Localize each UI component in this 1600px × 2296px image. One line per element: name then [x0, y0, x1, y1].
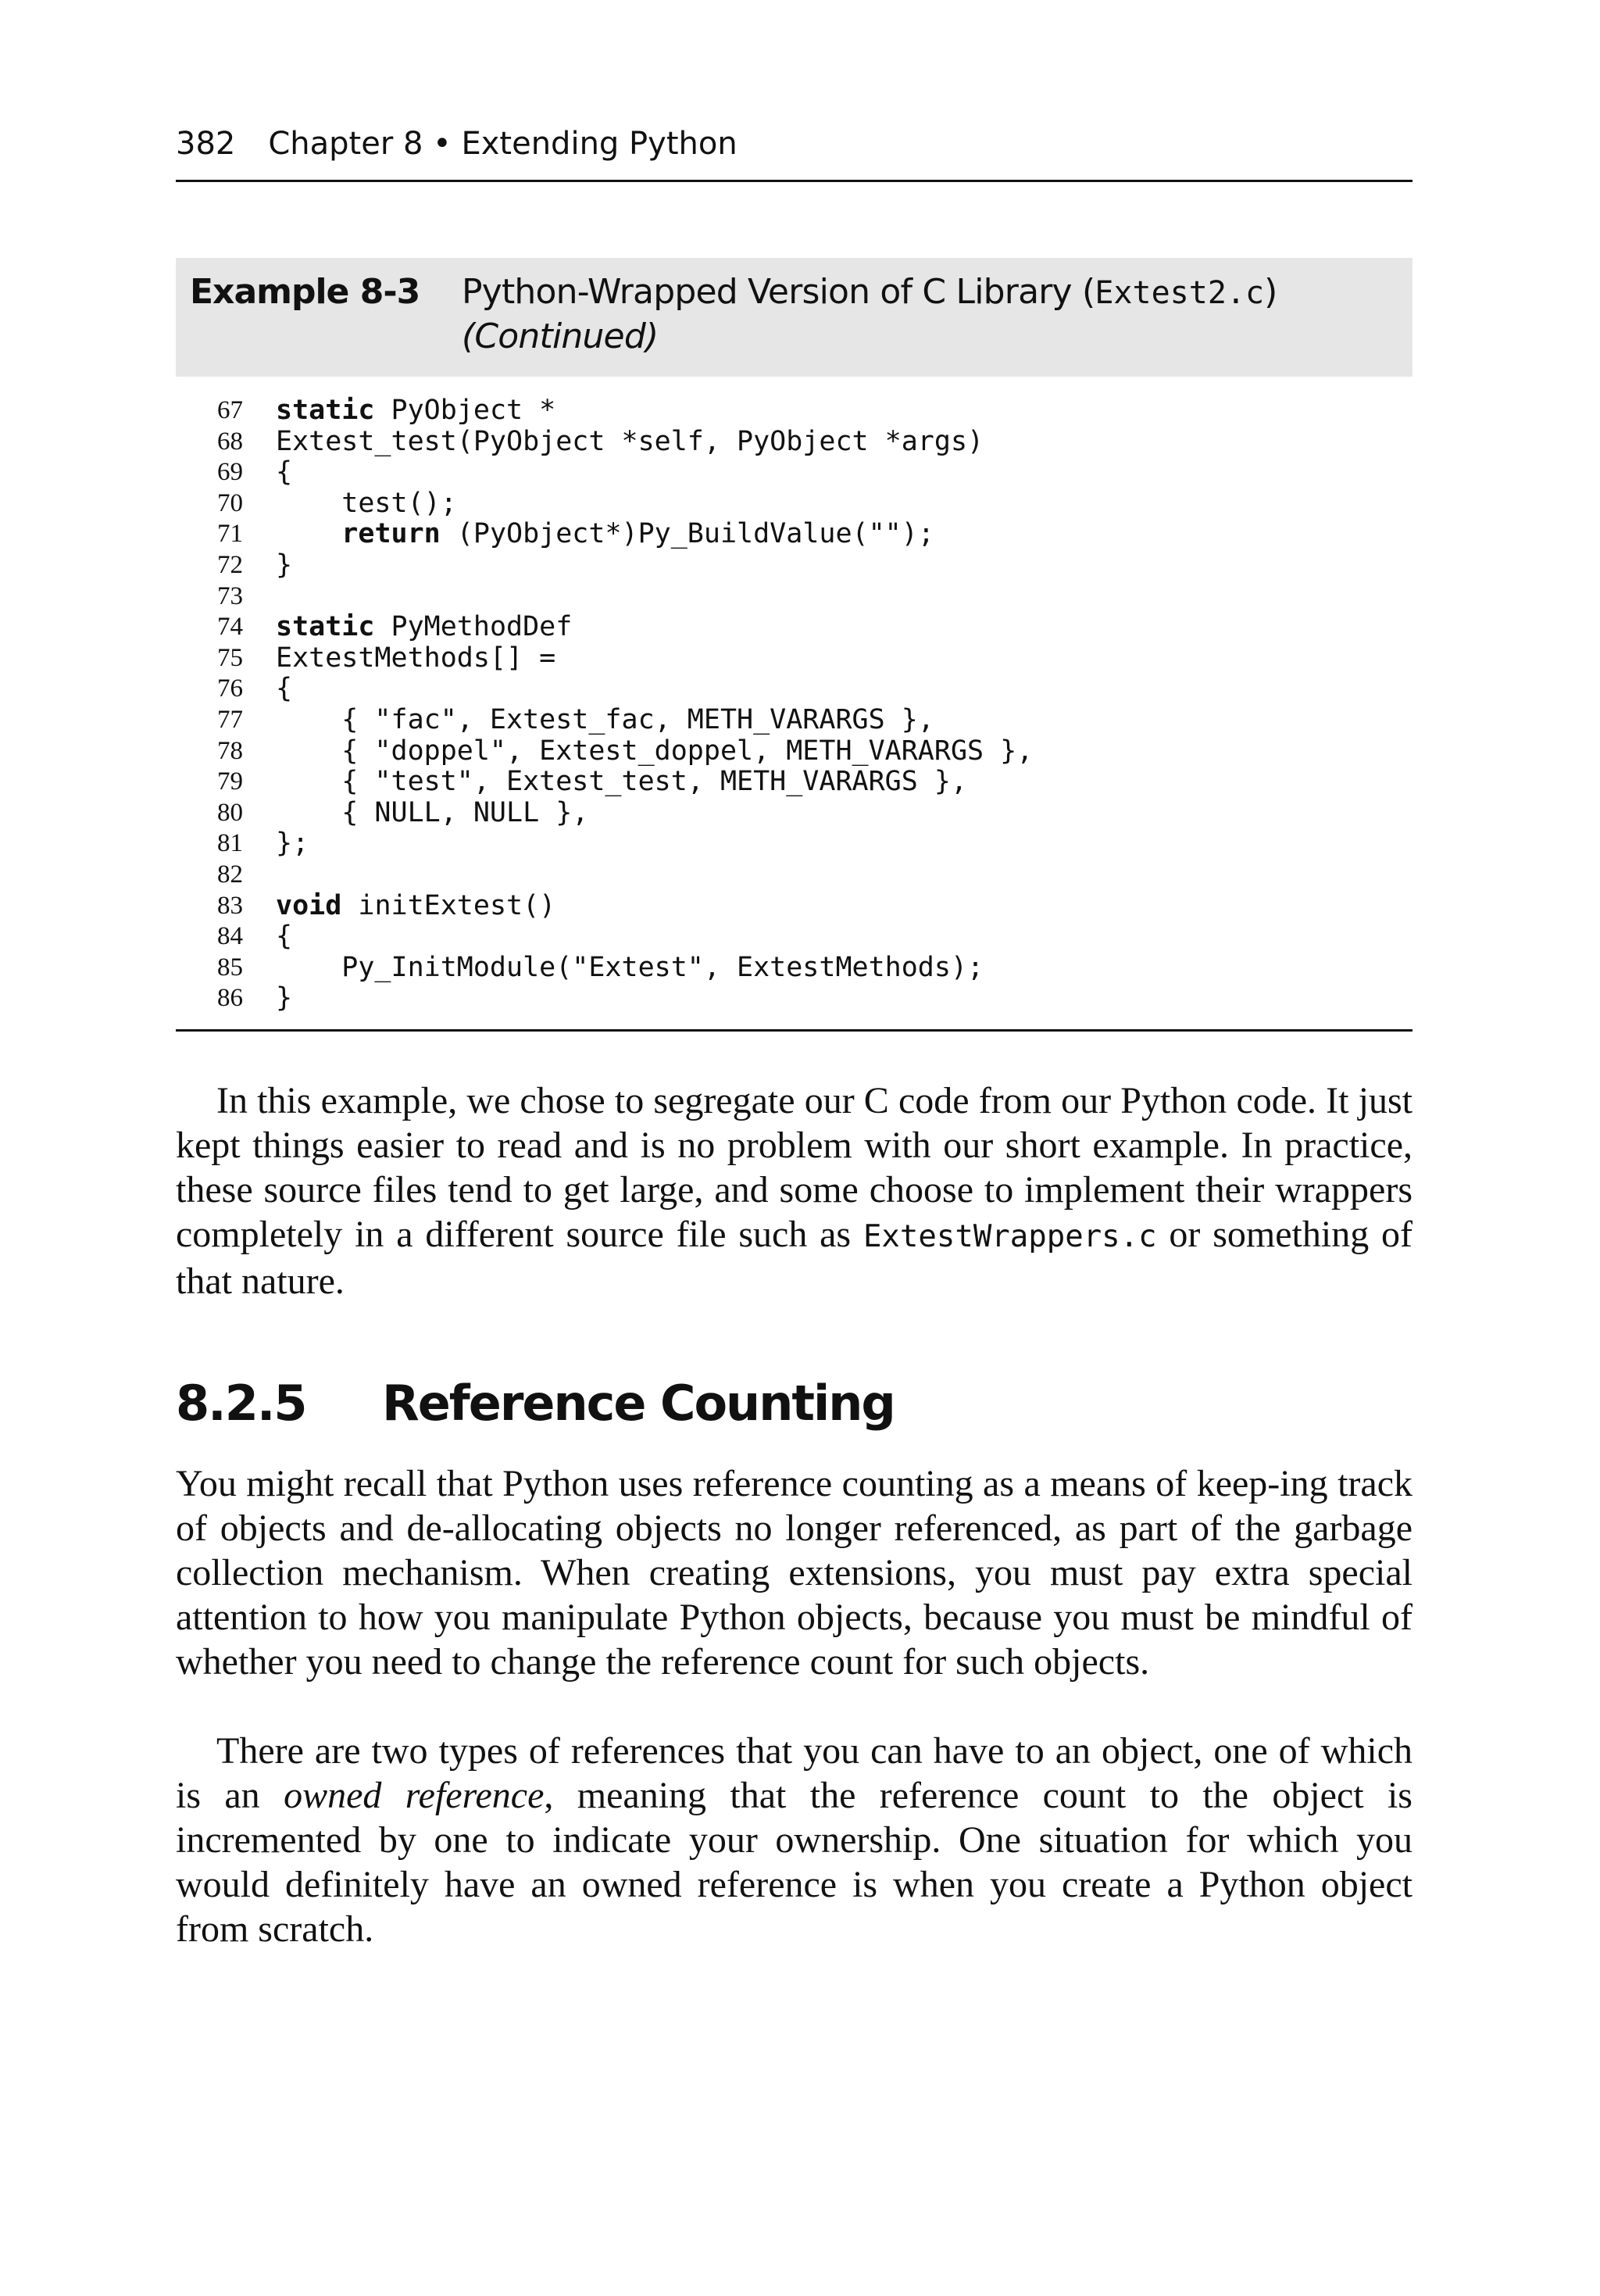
- code-text: [276, 427, 984, 458]
- code-line: [176, 395, 1412, 427]
- code-text: [276, 395, 555, 427]
- code-rest: };: [276, 828, 309, 860]
- code-text: [276, 612, 572, 643]
- code-rest: {: [276, 921, 293, 953]
- paragraph-reference-counting: You might recall that Python uses reference counting as a means of keep-ing track of objects and de-allocating objects no longer referenced, as part of the garbage collection mechanism. When creating extensions, you must pay extra special attention to how you manipulate Python objects, because you must be mindful of whether you need to change the reference count for such objects.: [176, 1463, 1412, 1683]
- code-text: [276, 953, 984, 984]
- code-line: [176, 921, 1412, 953]
- example-title: [462, 270, 1399, 359]
- line-number: 84: [217, 922, 243, 951]
- code-line: [176, 612, 1412, 643]
- code-text: [276, 488, 457, 520]
- code-rest: PyObject *: [374, 395, 556, 426]
- code-text: [276, 550, 292, 581]
- line-number: 85: [217, 953, 243, 982]
- line-number: 67: [217, 396, 243, 424]
- example-continued: (Continued): [462, 317, 659, 356]
- code-line: [176, 705, 1412, 736]
- paragraph-segregate: [176, 1078, 1412, 1304]
- code-rest: }: [276, 982, 293, 1014]
- code-line: [176, 674, 1412, 705]
- emphasis-owned-reference: owned reference: [284, 1775, 545, 1816]
- code-text: [276, 736, 1033, 767]
- code-listing: [176, 395, 1412, 1014]
- example-filename: Extest2.c: [1095, 275, 1265, 311]
- paragraph-text: or something of that nature.: [176, 1214, 1413, 1302]
- code-text: [276, 643, 555, 674]
- code-line: [176, 736, 1412, 767]
- code-line: [176, 828, 1412, 860]
- example-caption: [176, 258, 1412, 377]
- code-rest: { "fac", Extest_fac, METH_VARARGS },: [276, 703, 934, 735]
- line-number: 82: [217, 860, 243, 889]
- code-line: [176, 581, 1412, 613]
- code-line: [176, 488, 1412, 520]
- code-rest: { "test", Extest_test, METH_VARARGS },: [276, 766, 968, 798]
- code-keyword: static: [276, 395, 375, 426]
- line-number: 81: [217, 829, 243, 858]
- inline-code-filename: ExtestWrappers.c: [862, 1219, 1157, 1254]
- code-keyword: static: [276, 611, 375, 643]
- line-number: 68: [217, 427, 243, 456]
- code-line: [176, 891, 1412, 922]
- code-keyword: return: [341, 518, 441, 550]
- code-rest: (PyObject*)Py_BuildValue("");: [440, 518, 934, 550]
- paragraph-text: , meaning that the reference count to the object is incremented by one to indicate your ownership. One situation for which you would definitely have an owned reference is when you create a Python object from scratch.: [176, 1775, 1412, 1950]
- code-text: [276, 674, 292, 705]
- line-number: 86: [217, 984, 243, 1013]
- code-bottom-rule: [176, 1029, 1412, 1032]
- code-text: [276, 891, 555, 922]
- example-label: Example 8-3: [190, 272, 420, 312]
- running-header: [176, 125, 1412, 182]
- line-number: 70: [217, 488, 243, 517]
- section-number: 8.2.5: [176, 1375, 306, 1432]
- line-number: 72: [217, 550, 243, 579]
- code-text: [276, 798, 588, 829]
- code-line: [176, 550, 1412, 581]
- code-rest: Py_InitModule("Extest", ExtestMethods);: [276, 951, 984, 983]
- line-number: 78: [217, 736, 243, 765]
- paragraph-text: In this example, we chose to segregate our C code from our Python code. It just kept things easier to read and is no problem with our short example. In practice, these source files tend to get large, and some choose to implement their wrappers completely in a different source file such as: [176, 1080, 1412, 1255]
- line-number: 73: [217, 581, 243, 610]
- code-rest: {: [276, 673, 293, 705]
- code-line: [176, 767, 1412, 798]
- code-rest: test();: [276, 487, 457, 519]
- code-line: [176, 427, 1412, 458]
- code-line: [176, 457, 1412, 488]
- line-number: 71: [217, 520, 243, 549]
- line-number: 76: [217, 674, 243, 703]
- line-number: 79: [217, 767, 243, 796]
- line-number: 77: [217, 705, 243, 734]
- code-line: [176, 519, 1412, 550]
- section-title: Reference Counting: [382, 1375, 895, 1432]
- line-number: 83: [217, 891, 243, 920]
- code-line: [176, 983, 1412, 1014]
- code-line: [176, 860, 1412, 891]
- code-line: [176, 953, 1412, 984]
- code-text: [276, 767, 967, 798]
- code-text: [276, 921, 292, 953]
- code-keyword: void: [276, 889, 342, 921]
- code-text: [276, 705, 934, 736]
- code-rest: }: [276, 549, 293, 581]
- line-number: 80: [217, 798, 243, 827]
- section-heading: [176, 1375, 895, 1432]
- code-indent: [276, 518, 341, 549]
- line-number: 69: [217, 458, 243, 487]
- code-rest: initExtest(): [341, 889, 556, 921]
- code-line: [176, 798, 1412, 829]
- code-rest: PyMethodDef: [374, 611, 573, 643]
- example-file-close: ): [1264, 272, 1277, 312]
- paragraph-owned-reference: [176, 1729, 1412, 1951]
- code-rest: { NULL, NULL },: [276, 796, 589, 828]
- code-text: [276, 828, 309, 860]
- code-text: [276, 983, 292, 1014]
- example-file-open: (: [1081, 272, 1095, 312]
- example-title-text: Python-Wrapped Version of C Library: [462, 272, 1072, 312]
- code-text: [276, 519, 934, 550]
- code-text: [276, 457, 292, 488]
- code-rest: {: [276, 456, 293, 488]
- code-rest: { "doppel", Extest_doppel, METH_VARARGS },: [276, 735, 1034, 767]
- code-rest: Extest_test(PyObject *self, PyObject *args): [276, 425, 984, 457]
- page-number: 382: [176, 126, 236, 162]
- line-number: 74: [217, 613, 243, 642]
- code-rest: ExtestMethods[] =: [276, 642, 556, 674]
- chapter-title: Chapter 8 • Extending Python: [268, 126, 738, 162]
- line-number: 75: [217, 643, 243, 672]
- code-line: [176, 643, 1412, 674]
- paragraph-text: There are two types of references that you can have to an object, one of which is an: [176, 1730, 1412, 1816]
